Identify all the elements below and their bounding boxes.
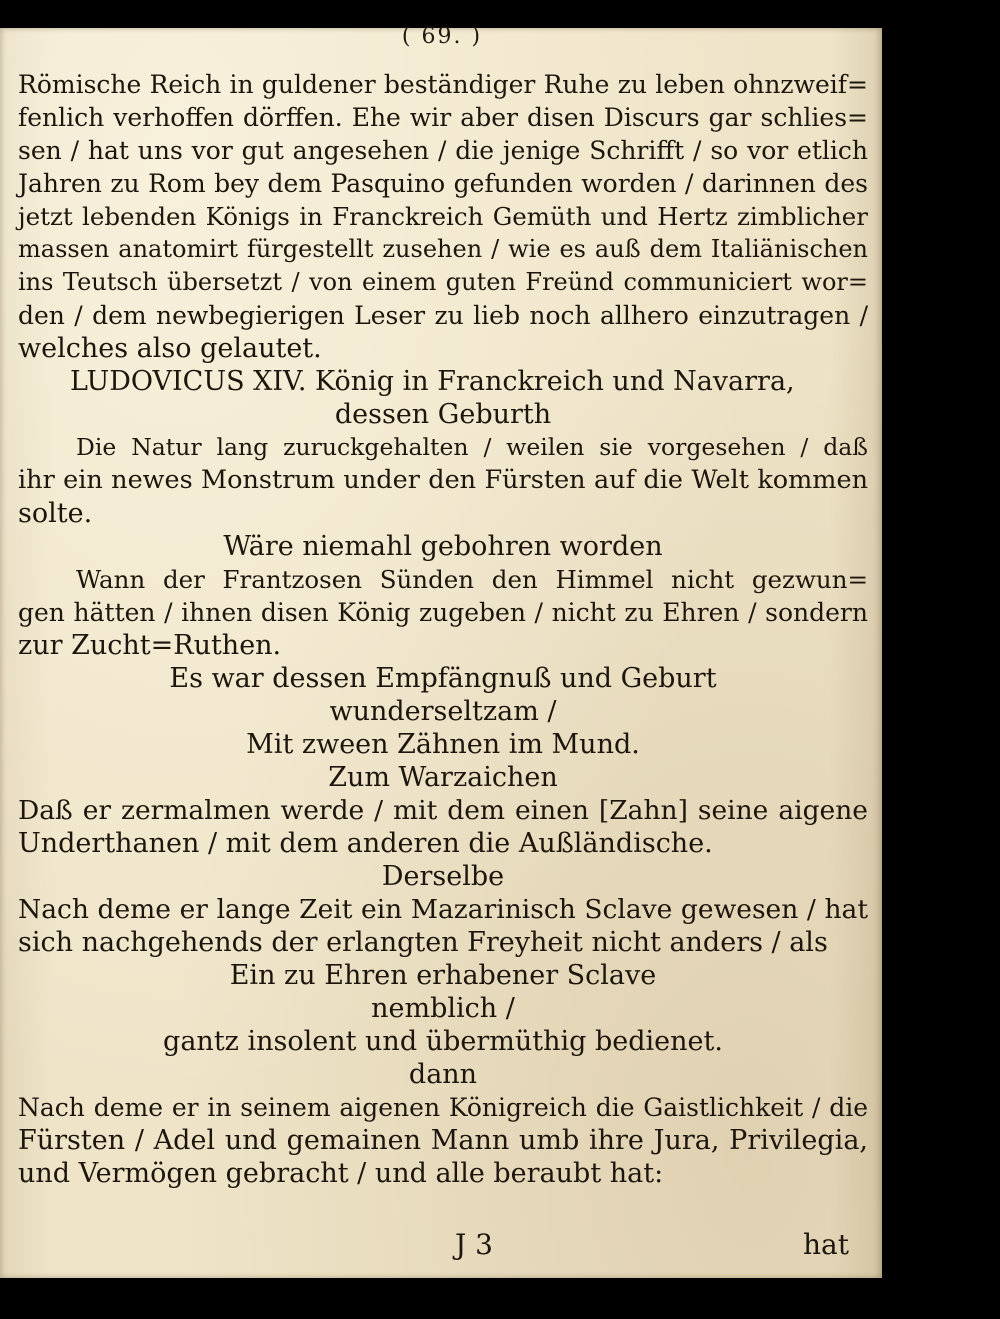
text-line: sich nachgehends der erlangten Freyheit nicht anders / als [18,927,828,958]
heading-line: Es war dessen Empfängnuß und Geburt [169,663,717,694]
heading-line: dann [408,1059,478,1090]
text-line: den / dem newbegierigen Leser zu lieb noch allhero einzutragen / [18,301,868,330]
heading-line: LUDOVICUS XIV. König in Franckreich und Navarra, [70,366,795,397]
heading-line: Derselbe [381,861,505,892]
text-line: solte. [18,498,93,529]
text-line: Die Natur lang zuruckgehalten / weilen sie vorgesehen / daß [76,433,868,461]
heading-line: Mit zween Zähnen im Mund. [246,729,640,760]
text-line: ins Teutsch übersetzt / von einem guten Freünd communiciert wor= [18,268,868,296]
text-line: Jahren zu Rom bey dem Pasquino gefunden worden / darinnen des [18,169,868,198]
text-line: welches also gelautet. [18,333,322,364]
text-line: fenlich verhoffen dörffen. Ehe wir aber disen Discurs gar schlies= [18,103,868,132]
text-line: zur Zucht=Ruthen. [18,630,282,661]
heading-line: Zum Warzaichen [328,762,558,793]
book-page [0,24,882,1278]
text-line: Fürsten / Adel und gemainen Mann umb ihre Jura, Privilegia, [18,1125,868,1156]
text-line: massen anatomirt fürgestellt zusehen / wie es auß dem Italiänischen [18,235,868,263]
text-line: Römische Reich in guldener beständiger Ruhe zu leben ohnzweif= [18,70,868,99]
text-line: und Vermögen gebracht / und alle beraubt hat: [18,1158,664,1189]
page-text [18,68,868,1190]
text-line: jetzt lebenden Königs in Franckreich Gemüth und Hertz zimblicher [18,202,868,231]
heading-line: dessen Geburth [334,399,552,430]
catchword: hat [803,1228,849,1261]
text-line: Nach deme er in seinem aigenen Königreich die Gaistlichkeit / die [18,1093,868,1122]
heading-line: Wäre niemahl gebohren worden [223,531,663,562]
text-line: ihr ein newes Monstrum under den Fürsten auf die Welt kommen [18,465,868,495]
heading-line: Ein zu Ehren erhabener Sclave [229,960,657,991]
page-number: ( 69. ) [401,24,483,49]
text-line: Underthanen / mit dem anderen die Außländische. [18,828,713,859]
text-line: Wann der Frantzosen Sünden den Himmel nicht gezwun= [76,565,868,594]
signature-mark: J 3 [455,1228,493,1261]
heading-line: nemblich / [371,993,515,1024]
text-line: Nach deme er lange Zeit ein Mazarinisch Sclave gewesen / hat [18,894,868,925]
heading-line: gantz insolent und übermüthig bedienet. [163,1026,723,1057]
heading-line: wunderseltzam / [329,696,557,727]
text-line: Daß er zermalmen werde / mit dem einen [Zahn] seine aigene [18,795,868,826]
text-line: sen / hat uns vor gut angesehen / die jenige Schrifft / so vor etlich [18,136,868,165]
text-line: gen hätten / ihnen disen König zugeben / nicht zu Ehren / sondern [18,598,868,627]
